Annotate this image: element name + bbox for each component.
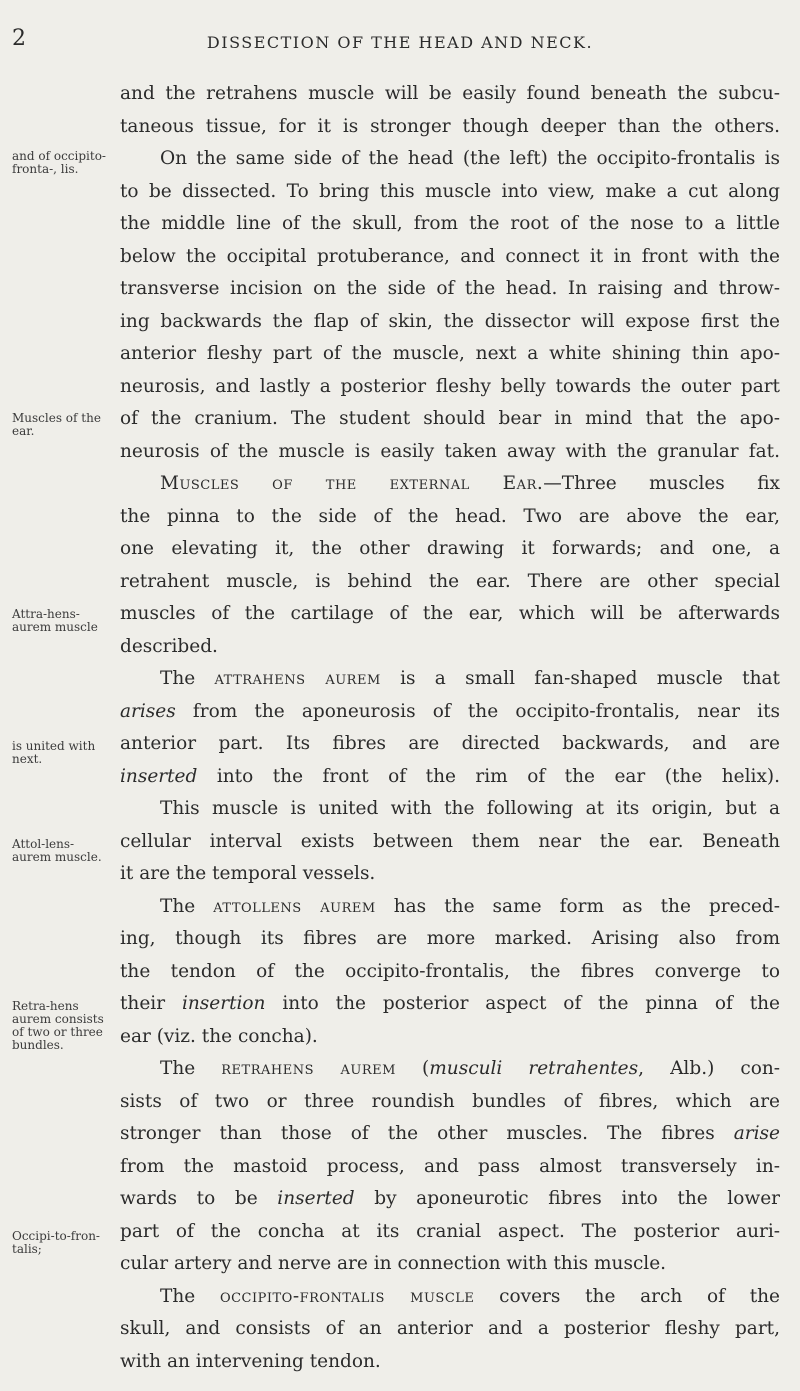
muscle-term: attollens aurem [213, 895, 376, 917]
margin-note: Retra-hens aurem consists of two or three bundles. [12, 999, 104, 1052]
text-line: to be dissected. To bring this muscle into view, make a cut along [120, 180, 780, 202]
text-line: cellular interval exists between them near the ear. Beneath [120, 830, 780, 852]
margin-note: Muscles of the ear. [12, 411, 101, 438]
text-line: inserted into the front of the rim of the ear (the helix). [120, 765, 780, 787]
text-line: it are the temporal vessels. [120, 863, 376, 884]
text-line: stronger than those of the other muscles. The fibres arise [120, 1123, 780, 1144]
margin-note: is united with next. [12, 739, 96, 766]
page-number: 2 [12, 26, 26, 51]
text-line: of the cranium. The student should bear in mind that the apo- [120, 408, 780, 429]
text-line: anterior fleshy part of the muscle, next a white shining thin apo- [120, 343, 780, 364]
section-heading: Muscles of the external Ear. [160, 473, 544, 494]
text-line: taneous tissue, for it is stronger though deeper than the others. [120, 115, 780, 137]
muscle-term: attrahens aurem [214, 668, 381, 689]
text-line: with an intervening tendon. [120, 1350, 381, 1372]
text-line: from the mastoid process, and pass almost transversely in- [120, 1155, 780, 1177]
margin-note: Attol-lens-aurem muscle. [12, 837, 102, 864]
text-line: one elevating it, the other drawing it forwards; and one, a [120, 538, 780, 559]
text-line: described. [120, 635, 218, 657]
text-line: skull, and consists of an anterior and a posterior fleshy part, [120, 1318, 780, 1339]
text-line: The attollens aurem has the same form as the preced- [160, 895, 780, 917]
text-line: ear (viz. the concha). [120, 1025, 318, 1047]
text-line: their insertion into the posterior aspect of the pinna of the [120, 993, 781, 1014]
text-line: The occipito-frontalis muscle covers the arch of the [160, 1285, 781, 1307]
text-line: neurosis, and lastly a posterior fleshy belly towards the outer part [120, 375, 780, 397]
margin-note: Attra-hens-aurem muscle [12, 607, 98, 634]
text-line: sists of two or three roundish bundles of fibres, which are [120, 1090, 780, 1112]
text-line: The attrahens aurem is a small fan-shaped muscle that [160, 668, 780, 689]
text-line: The retrahens aurem (musculi retrahentes, Alb.) con- [160, 1058, 781, 1079]
text-line: anterior part. Its fibres are directed backwards, and are [120, 733, 780, 754]
text-line: the pinna to the side of the head. Two are above the ear, [120, 505, 780, 527]
text-line: retrahent muscle, is behind the ear. There are other special [120, 570, 780, 592]
margin-note: Occipi-to-fron-talis; [12, 1229, 100, 1256]
muscle-term: retrahens aurem [221, 1058, 396, 1079]
muscle-term: occipito-frontalis muscle [219, 1285, 475, 1307]
text-line: transverse incision on the side of the head. In raising and throw- [120, 278, 780, 299]
page-header [0, 0, 800, 60]
text-line: neurosis of the muscle is easily taken away with the granular fat. [120, 440, 780, 462]
text-line: muscles of the cartilage of the ear, which will be afterwards [120, 603, 780, 624]
running-title: DISSECTION OF THE HEAD AND NECK. [206, 33, 594, 52]
text-line: Muscles of the external Ear.—Three muscles fix [160, 473, 780, 494]
text-line: ing, though its fibres are more marked. Arising also from [120, 928, 780, 949]
text-line: the tendon of the occipito-frontalis, the fibres converge to [120, 960, 780, 982]
text-line: part of the concha at its cranial aspect. The posterior auri- [120, 1220, 780, 1242]
text-line: the middle line of the skull, from the root of the nose to a little [120, 213, 780, 234]
text-line: and the retrahens muscle will be easily found beneath the subcu- [120, 83, 780, 104]
text-line: wards to be inserted by aponeurotic fibres into the lower [120, 1188, 780, 1209]
margin-note: and of occipito-fronta-, lis. [12, 149, 106, 176]
text-line: On the same side of the head (the left) the occipito-frontalis is [160, 148, 780, 169]
text-line: below the occipital protuberance, and connect it in front with the [120, 245, 780, 267]
text-line: arises from the aponeurosis of the occipito-frontalis, near its [120, 700, 780, 722]
text-line: This muscle is united with the following at its origin, but a [160, 798, 780, 819]
body-text [120, 78, 780, 1378]
text-line: ing backwards the flap of skin, the dissector will expose first the [120, 310, 780, 332]
text-line: cular artery and nerve are in connection with this muscle. [120, 1253, 667, 1274]
